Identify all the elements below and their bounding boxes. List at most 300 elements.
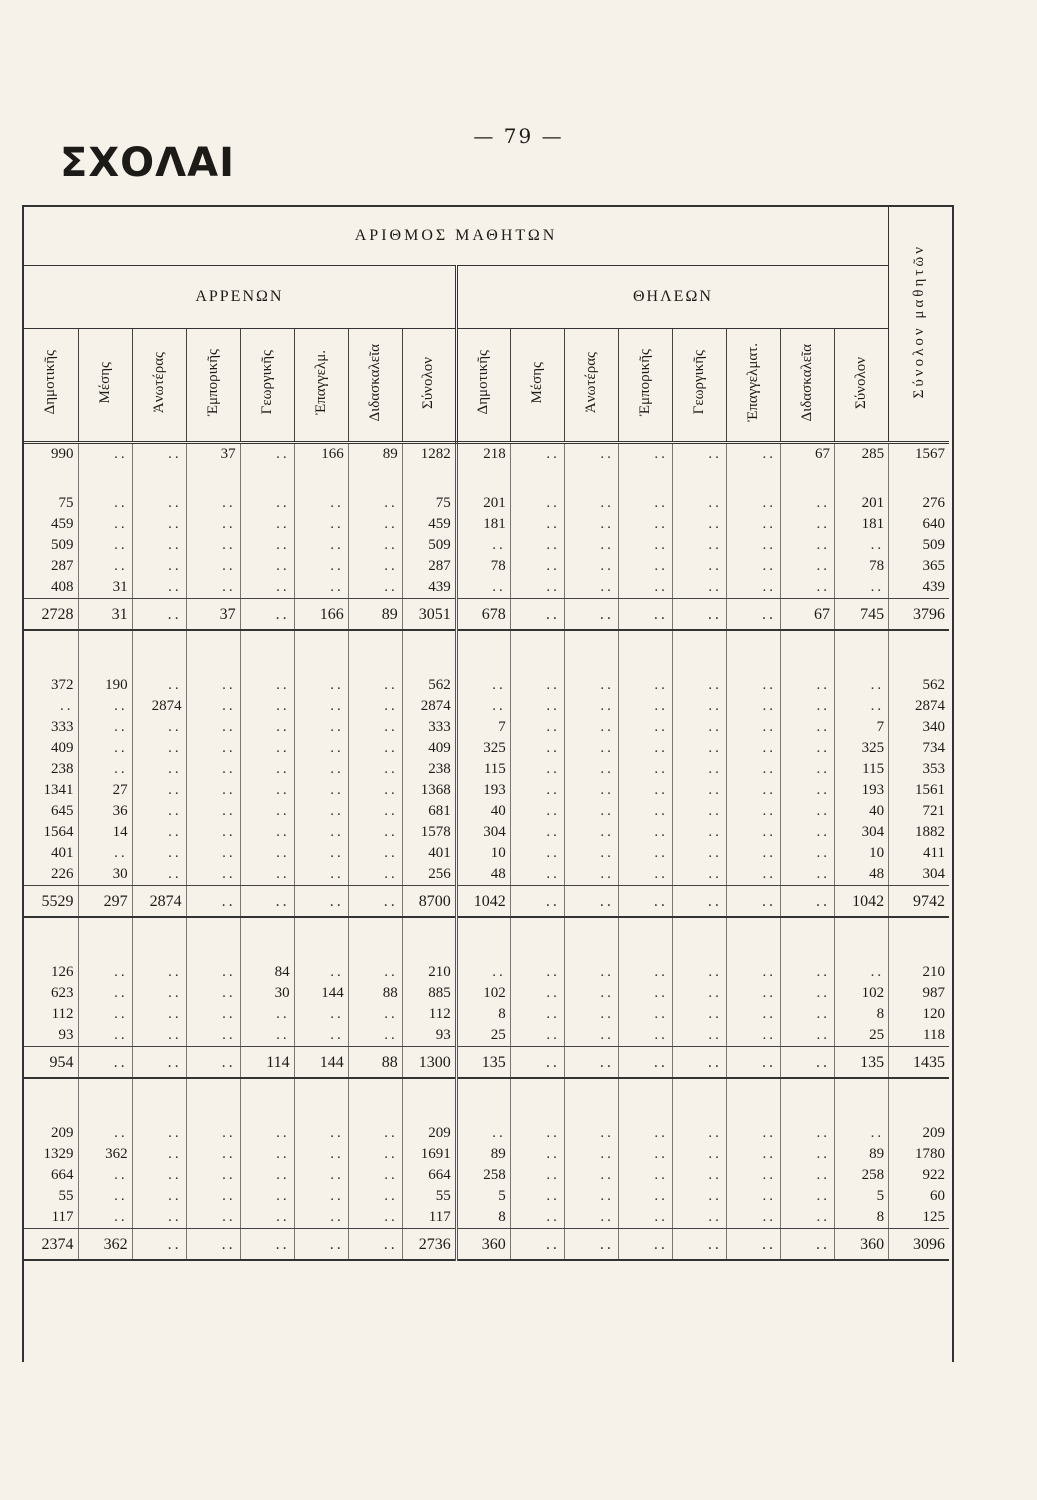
table-cell: .. bbox=[618, 514, 672, 535]
table-cell: 48 bbox=[834, 864, 888, 886]
table-cell: .. bbox=[726, 1207, 780, 1229]
table-cell: 645 bbox=[24, 801, 78, 822]
table-cell: 885 bbox=[402, 983, 456, 1004]
subtotal-cell: 8700 bbox=[402, 886, 456, 918]
table-cell: .. bbox=[618, 864, 672, 886]
table-cell: .. bbox=[564, 1207, 618, 1229]
table-row bbox=[24, 759, 949, 780]
spacer-cell bbox=[672, 1078, 726, 1123]
spacer-cell bbox=[618, 465, 672, 493]
table-cell: 681 bbox=[402, 801, 456, 822]
column-header-boys-4 bbox=[186, 329, 240, 443]
table-row bbox=[24, 822, 949, 843]
table-cell: .. bbox=[780, 535, 834, 556]
subtotal-cell: 144 bbox=[294, 1047, 348, 1079]
subtotal-cell: 114 bbox=[240, 1047, 294, 1079]
table-cell: .. bbox=[186, 1186, 240, 1207]
table-cell: .. bbox=[510, 983, 564, 1004]
table-cell: 112 bbox=[24, 1004, 78, 1025]
table-cell: 287 bbox=[402, 556, 456, 577]
table-cell: .. bbox=[834, 696, 888, 717]
table-cell: 1691 bbox=[402, 1144, 456, 1165]
spacer-cell bbox=[294, 630, 348, 675]
subtotal-cell: 37 bbox=[186, 599, 240, 631]
spacer-cell bbox=[780, 1078, 834, 1123]
subtotal-cell: 135 bbox=[834, 1047, 888, 1079]
table-cell: 89 bbox=[348, 443, 402, 466]
table-cell: .. bbox=[618, 1123, 672, 1144]
table-cell: .. bbox=[456, 675, 510, 696]
table-cell: 1282 bbox=[402, 443, 456, 466]
table-cell: .. bbox=[618, 1025, 672, 1047]
spacer-cell bbox=[618, 1078, 672, 1123]
table-cell: .. bbox=[240, 577, 294, 599]
subtotal-cell: 678 bbox=[456, 599, 510, 631]
spacer-cell bbox=[348, 465, 402, 493]
table-cell: .. bbox=[240, 443, 294, 466]
table-cell: 209 bbox=[402, 1123, 456, 1144]
table-cell: .. bbox=[132, 1165, 186, 1186]
table-cell: .. bbox=[672, 1123, 726, 1144]
table-cell: .. bbox=[672, 1004, 726, 1025]
subtotal-cell: .. bbox=[780, 886, 834, 918]
table-row bbox=[24, 1144, 949, 1165]
spacer-cell bbox=[510, 630, 564, 675]
subtotal-cell: .. bbox=[78, 1047, 132, 1079]
table-cell: .. bbox=[132, 780, 186, 801]
table-cell: 210 bbox=[922, 964, 945, 980]
table-cell: .. bbox=[186, 514, 240, 535]
subtotal-cell: .. bbox=[780, 1047, 834, 1079]
spacer-row bbox=[24, 630, 949, 675]
table-cell: .. bbox=[348, 717, 402, 738]
table-cell: 1882 bbox=[915, 824, 945, 840]
table-cell: .. bbox=[780, 822, 834, 843]
table-cell: .. bbox=[132, 738, 186, 759]
table-cell: .. bbox=[348, 514, 402, 535]
spacer-cell bbox=[402, 465, 456, 493]
table-cell: .. bbox=[726, 535, 780, 556]
spacer-cell bbox=[726, 630, 780, 675]
table-cell: 409 bbox=[402, 738, 456, 759]
subtotal-cell: .. bbox=[510, 1047, 564, 1079]
table-cell: .. bbox=[78, 493, 132, 514]
table-cell: 25 bbox=[456, 1025, 510, 1047]
subtotal-cell: .. bbox=[564, 886, 618, 918]
table-cell: 67 bbox=[780, 443, 834, 466]
table-cell: .. bbox=[240, 1207, 294, 1229]
subtotal-cell: 2874 bbox=[132, 886, 186, 918]
table-cell: .. bbox=[780, 514, 834, 535]
subtotal-cell: .. bbox=[672, 599, 726, 631]
table-cell: 333 bbox=[24, 717, 78, 738]
table-cell: .. bbox=[186, 1025, 240, 1047]
table-cell: .. bbox=[510, 1025, 564, 1047]
table-cell: .. bbox=[348, 1207, 402, 1229]
table-cell: .. bbox=[510, 696, 564, 717]
statistics-table bbox=[24, 207, 949, 1261]
spacer-cell bbox=[132, 917, 186, 962]
table-row bbox=[24, 738, 949, 759]
table-cell: .. bbox=[780, 717, 834, 738]
table-row bbox=[24, 1123, 949, 1144]
table-cell: .. bbox=[672, 493, 726, 514]
subtotal-cell: 3796 bbox=[889, 599, 949, 631]
subtotal-cell: .. bbox=[186, 1229, 240, 1261]
table-cell: .. bbox=[294, 864, 348, 886]
table-cell: .. bbox=[726, 843, 780, 864]
table-cell: 118 bbox=[889, 1025, 949, 1047]
table-cell: 340 bbox=[922, 719, 945, 735]
column-header-boys-1 bbox=[24, 329, 78, 443]
table-cell: .. bbox=[348, 801, 402, 822]
table-cell: .. bbox=[780, 1004, 834, 1025]
table-cell: .. bbox=[240, 556, 294, 577]
subtotal-cell: .. bbox=[672, 1229, 726, 1261]
table-cell: .. bbox=[186, 780, 240, 801]
table-cell: .. bbox=[618, 556, 672, 577]
column-header-label: Μέσης bbox=[528, 361, 545, 404]
spacer-cell bbox=[456, 1078, 510, 1123]
spacer-cell bbox=[889, 465, 949, 493]
table-cell: .. bbox=[78, 983, 132, 1004]
table-row bbox=[24, 1186, 949, 1207]
table-cell: .. bbox=[672, 577, 726, 599]
table-cell: .. bbox=[294, 717, 348, 738]
column-header-label: Δημοτικῆς bbox=[42, 350, 59, 415]
table-cell: 25 bbox=[834, 1025, 888, 1047]
subtotal-cell: .. bbox=[294, 1229, 348, 1261]
table-cell: .. bbox=[186, 675, 240, 696]
spacer-cell bbox=[240, 1078, 294, 1123]
spacer-cell bbox=[24, 1078, 78, 1123]
column-header-girls-7 bbox=[780, 329, 834, 443]
table-cell: .. bbox=[510, 822, 564, 843]
column-header-girls-4 bbox=[618, 329, 672, 443]
spacer-cell bbox=[510, 1078, 564, 1123]
table-cell: .. bbox=[78, 1025, 132, 1047]
table-cell: .. bbox=[672, 759, 726, 780]
subtotal-cell: .. bbox=[510, 599, 564, 631]
table-cell: 922 bbox=[922, 1167, 945, 1183]
table-cell: .. bbox=[78, 1186, 132, 1207]
spacer-cell bbox=[240, 465, 294, 493]
table-cell: 78 bbox=[834, 556, 888, 577]
table-cell: .. bbox=[510, 1123, 564, 1144]
table-cell: 372 bbox=[24, 675, 78, 696]
table-cell: .. bbox=[780, 738, 834, 759]
subtotal-cell: 2736 bbox=[402, 1229, 456, 1261]
spacer-cell bbox=[186, 465, 240, 493]
table-cell: .. bbox=[834, 577, 888, 599]
table-cell: .. bbox=[240, 864, 294, 886]
table-cell: .. bbox=[726, 962, 780, 983]
table-cell: .. bbox=[294, 514, 348, 535]
subtotal-cell: .. bbox=[240, 599, 294, 631]
table-cell: .. bbox=[672, 696, 726, 717]
table-cell: .. bbox=[780, 675, 834, 696]
table-cell: .. bbox=[456, 577, 510, 599]
table-cell: .. bbox=[564, 556, 618, 577]
spacer-cell bbox=[348, 1078, 402, 1123]
spacer-cell bbox=[348, 630, 402, 675]
table-cell: 411 bbox=[923, 845, 945, 861]
table-cell: .. bbox=[672, 1025, 726, 1047]
header-grand-total-label: Σύνολον μαθητῶν bbox=[910, 244, 927, 399]
table-cell: 1561 bbox=[915, 782, 945, 798]
table-cell: 14 bbox=[78, 822, 132, 843]
spacer-cell bbox=[564, 465, 618, 493]
table-cell: .. bbox=[564, 1165, 618, 1186]
table-cell: .. bbox=[726, 443, 780, 466]
table-cell: .. bbox=[294, 493, 348, 514]
table-cell: 30 bbox=[240, 983, 294, 1004]
table-cell: 102 bbox=[834, 983, 888, 1004]
spacer-cell bbox=[672, 917, 726, 962]
subtotal-cell: .. bbox=[348, 886, 402, 918]
table-cell: .. bbox=[510, 864, 564, 886]
table-cell: .. bbox=[294, 1144, 348, 1165]
table-cell: .. bbox=[240, 1186, 294, 1207]
table-cell: .. bbox=[780, 801, 834, 822]
table-cell: 1780 bbox=[915, 1146, 945, 1162]
table-cell: 562 bbox=[922, 677, 945, 693]
table-cell: 304 bbox=[889, 864, 949, 886]
spacer-cell bbox=[402, 1078, 456, 1123]
subtotal-cell: 135 bbox=[456, 1047, 510, 1079]
table-cell: .. bbox=[294, 822, 348, 843]
table-cell: .. bbox=[672, 556, 726, 577]
table-cell: .. bbox=[672, 801, 726, 822]
table-cell: .. bbox=[564, 962, 618, 983]
spacer-cell bbox=[672, 630, 726, 675]
table-cell: 210 bbox=[402, 962, 456, 983]
table-row bbox=[24, 675, 949, 696]
column-header-boys-3 bbox=[132, 329, 186, 443]
table-cell: .. bbox=[618, 717, 672, 738]
table-cell: .. bbox=[186, 738, 240, 759]
table-cell: .. bbox=[564, 493, 618, 514]
spacer-cell bbox=[132, 1078, 186, 1123]
table-cell: .. bbox=[240, 1144, 294, 1165]
table-cell: .. bbox=[24, 696, 78, 717]
table-cell: 1341 bbox=[24, 780, 78, 801]
subtotal-cell: .. bbox=[132, 1229, 186, 1261]
table-cell: .. bbox=[564, 1186, 618, 1207]
table-cell: 31 bbox=[78, 577, 132, 599]
table-row bbox=[24, 983, 949, 1004]
table-cell: .. bbox=[834, 675, 888, 696]
table-cell: 401 bbox=[402, 843, 456, 864]
table-cell: .. bbox=[510, 556, 564, 577]
table-cell: 89 bbox=[456, 1144, 510, 1165]
table-cell: .. bbox=[672, 780, 726, 801]
table-cell: .. bbox=[564, 983, 618, 1004]
table-cell: .. bbox=[186, 1165, 240, 1186]
table-cell: .. bbox=[780, 983, 834, 1004]
table-cell: .. bbox=[186, 1144, 240, 1165]
table-cell: 2874 bbox=[132, 696, 186, 717]
table-cell: .. bbox=[510, 717, 564, 738]
table-cell: .. bbox=[294, 738, 348, 759]
spacer-cell bbox=[726, 917, 780, 962]
table-cell: .. bbox=[726, 759, 780, 780]
table-cell: .. bbox=[456, 1123, 510, 1144]
column-header-label: Γεωργικῆς bbox=[258, 350, 275, 415]
table-cell: .. bbox=[726, 577, 780, 599]
subtotal-cell: .. bbox=[510, 886, 564, 918]
table-cell: .. bbox=[294, 780, 348, 801]
table-cell: 201 bbox=[834, 493, 888, 514]
header-boys: ΑΡΡΕΝΩΝ bbox=[24, 266, 456, 329]
table-cell: 409 bbox=[24, 738, 78, 759]
column-header-label: Ἐπαγγελμ. bbox=[312, 349, 329, 416]
table-cell: .. bbox=[780, 493, 834, 514]
table-cell: 7 bbox=[456, 717, 510, 738]
column-header-label: Διδασκαλεῖα bbox=[798, 343, 815, 422]
table-row bbox=[24, 1025, 949, 1047]
table-cell: 562 bbox=[402, 675, 456, 696]
table-cell: 126 bbox=[24, 962, 78, 983]
table-cell: .. bbox=[510, 759, 564, 780]
table-cell: 285 bbox=[834, 443, 888, 466]
table-cell: .. bbox=[564, 1025, 618, 1047]
spacer-row bbox=[24, 465, 949, 493]
table-cell: .. bbox=[348, 1144, 402, 1165]
table-cell: .. bbox=[348, 556, 402, 577]
table-cell: .. bbox=[456, 696, 510, 717]
table-cell: .. bbox=[78, 443, 132, 466]
table-cell: .. bbox=[186, 577, 240, 599]
header-girls: ΘΗΛΕΩΝ bbox=[456, 266, 888, 329]
table-cell: .. bbox=[618, 983, 672, 1004]
table-cell: .. bbox=[780, 843, 834, 864]
table-cell: .. bbox=[564, 1144, 618, 1165]
spacer-cell bbox=[24, 465, 78, 493]
column-header-label: Ἀνωτέρας bbox=[150, 351, 167, 414]
table-cell: .. bbox=[348, 962, 402, 983]
subtotal-row bbox=[24, 886, 949, 918]
table-cell: .. bbox=[780, 556, 834, 577]
table-cell: .. bbox=[564, 717, 618, 738]
table-cell: 115 bbox=[456, 759, 510, 780]
subtotal-cell: 1300 bbox=[402, 1047, 456, 1079]
table-cell: .. bbox=[78, 1165, 132, 1186]
table-cell: 112 bbox=[402, 1004, 456, 1025]
table-cell: .. bbox=[132, 577, 186, 599]
table-cell: .. bbox=[510, 962, 564, 983]
table-cell: .. bbox=[726, 717, 780, 738]
table-cell: .. bbox=[618, 696, 672, 717]
table-cell: .. bbox=[618, 962, 672, 983]
spacer-cell bbox=[726, 1078, 780, 1123]
subtotal-cell: 2728 bbox=[24, 599, 78, 631]
spacer-cell bbox=[834, 465, 888, 493]
table-cell: .. bbox=[78, 843, 132, 864]
table-cell: .. bbox=[726, 514, 780, 535]
spacer-cell bbox=[780, 917, 834, 962]
table-cell: .. bbox=[618, 493, 672, 514]
spacer-cell bbox=[780, 630, 834, 675]
table-cell: .. bbox=[132, 717, 186, 738]
table-cell: .. bbox=[186, 535, 240, 556]
spacer-cell bbox=[456, 630, 510, 675]
spacer-cell bbox=[889, 630, 949, 675]
table-cell: .. bbox=[294, 675, 348, 696]
table-cell: .. bbox=[240, 514, 294, 535]
spacer-cell bbox=[564, 630, 618, 675]
spacer-cell bbox=[456, 917, 510, 962]
spacer-cell bbox=[78, 465, 132, 493]
table-cell: 193 bbox=[834, 780, 888, 801]
table-cell: 36 bbox=[78, 801, 132, 822]
table-cell: .. bbox=[726, 822, 780, 843]
spacer-cell bbox=[564, 917, 618, 962]
spacer-cell bbox=[24, 630, 78, 675]
table-cell: .. bbox=[780, 1025, 834, 1047]
table-cell: 88 bbox=[348, 983, 402, 1004]
subtotal-cell: .. bbox=[726, 1229, 780, 1261]
table-cell: .. bbox=[348, 493, 402, 514]
subtotal-cell: .. bbox=[186, 1047, 240, 1079]
table-row bbox=[24, 1207, 949, 1229]
subtotal-cell: 9742 bbox=[889, 886, 949, 918]
table-cell: .. bbox=[78, 556, 132, 577]
table-cell: 459 bbox=[24, 514, 78, 535]
table-cell: .. bbox=[834, 962, 888, 983]
table-cell: .. bbox=[132, 1144, 186, 1165]
subtotal-cell: 3096 bbox=[889, 1229, 949, 1261]
table-cell: .. bbox=[564, 1123, 618, 1144]
column-header-label: Ἐμπορικῆς bbox=[636, 348, 653, 417]
table-cell: .. bbox=[78, 738, 132, 759]
column-header-boys-6 bbox=[294, 329, 348, 443]
table-cell: .. bbox=[564, 759, 618, 780]
table-cell: .. bbox=[186, 759, 240, 780]
table-cell: .. bbox=[294, 801, 348, 822]
subtotal-cell: .. bbox=[672, 886, 726, 918]
table-cell: .. bbox=[294, 759, 348, 780]
table-row bbox=[24, 493, 949, 514]
table-cell: .. bbox=[240, 696, 294, 717]
table-cell: .. bbox=[780, 1123, 834, 1144]
table-cell: 623 bbox=[24, 983, 78, 1004]
table-cell: .. bbox=[780, 696, 834, 717]
table-cell: .. bbox=[618, 1186, 672, 1207]
table-cell: .. bbox=[780, 1144, 834, 1165]
table-cell: 258 bbox=[834, 1165, 888, 1186]
table-cell: .. bbox=[510, 1186, 564, 1207]
table-cell: .. bbox=[348, 1004, 402, 1025]
table-cell: .. bbox=[240, 1025, 294, 1047]
spacer-cell bbox=[348, 917, 402, 962]
table-cell: .. bbox=[672, 962, 726, 983]
subtotal-cell: 745 bbox=[834, 599, 888, 631]
table-cell: .. bbox=[510, 577, 564, 599]
header-grand-total bbox=[889, 207, 949, 443]
subtotal-cell: 297 bbox=[78, 886, 132, 918]
table-cell: .. bbox=[132, 864, 186, 886]
table-cell: .. bbox=[726, 696, 780, 717]
table-cell: .. bbox=[726, 1004, 780, 1025]
table-cell: .. bbox=[780, 864, 834, 886]
table-cell: .. bbox=[726, 1025, 780, 1047]
table-cell: .. bbox=[510, 1207, 564, 1229]
subtotal-cell: .. bbox=[348, 1229, 402, 1261]
column-header-girls-6 bbox=[726, 329, 780, 443]
table-cell: .. bbox=[672, 443, 726, 466]
table-cell: .. bbox=[780, 780, 834, 801]
